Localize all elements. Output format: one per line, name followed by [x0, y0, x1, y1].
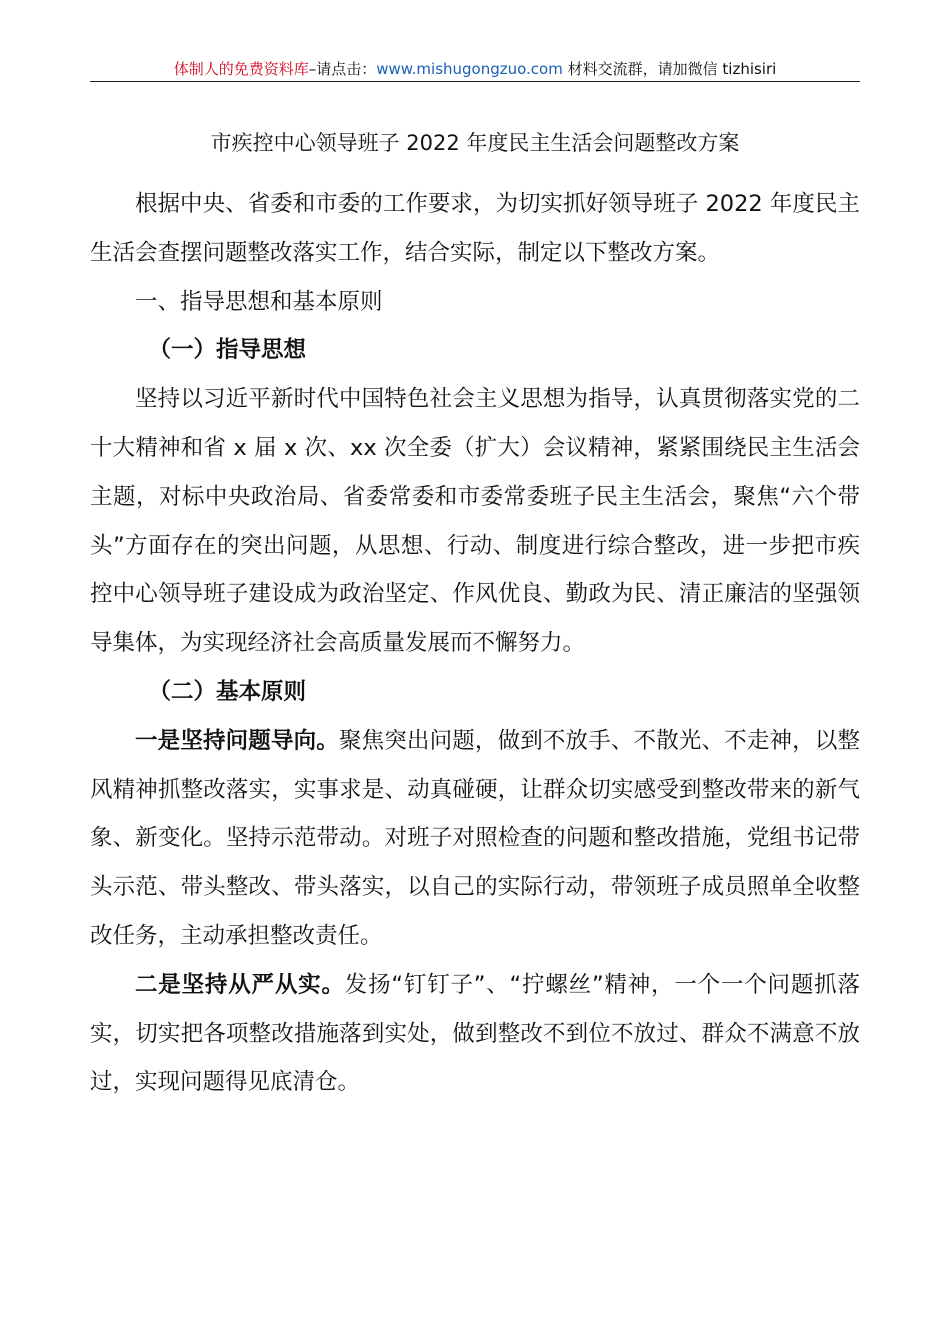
header-tail-text: 材料交流群，请加微信 tizhisiri: [562, 60, 777, 78]
intro-paragraph: 根据中央、省委和市委的工作要求，为切实抓好领导班子 2022 年度民主生活会查摆问题整改落实工作，结合实际，制定以下整改方案。: [90, 191, 860, 266]
principle-one-lead: 一是坚持问题导向。: [135, 727, 339, 754]
header-library-text: 体制人的免费资料库: [173, 60, 309, 78]
document-title: 市疾控中心领导班子 2022 年度民主生活会问题整改方案: [210, 131, 740, 155]
subsection-heading-guiding-thought: （一）指导思想: [148, 337, 307, 364]
principle-one-body: 聚焦突出问题，做到不放手、不散光、不走神，以整风精神抓整改落实，实事求是、动真碰硬，让群众切实感受到整改带来的新气象、新变化。坚持示范带动。对班子对照检查的问题和整改措施，党组书记带头示范、带头整改、带头落实，以自己的实际行动，带领班子成员照单全收整改任务，主动承担整改责任。: [90, 727, 860, 949]
header-url-link[interactable]: www.mishugongzuo.com: [376, 60, 563, 78]
principle-two-paragraph: [90, 961, 860, 1107]
section-heading-guiding-principles: 一、指导思想和基本原则: [135, 288, 383, 315]
header-divider: [90, 81, 860, 82]
principle-two-body: 发扬“钉钉子”、“拧螺丝”精神，一个一个问题抓落实，切实把各项整改措施落到实处，做到整改不到位不放过、群众不满意不放过，实现问题得见底清仓。: [90, 971, 860, 1096]
principle-one-paragraph: [90, 717, 860, 961]
guiding-thought-paragraph: 坚持以习近平新时代中国特色社会主义思想为指导，认真贯彻落实党的二十大精神和省 x 届 x 次、xx 次全委（扩大）会议精神，紧紧围绕民主生活会主题，对标中央政治局、省委常委和市委常委班子民主生活会，聚焦“六个带头”方面存在的突出问题，从思想、行动、制度进行综合整改，进一步把市疾控中心领导班子建设成为政治坚定、作风优良、勤政为民、清正廉洁的坚强领导集体，为实现经济社会高质量发展而不懈努力。: [90, 386, 860, 657]
watermark-header: [90, 58, 860, 80]
header-separator-text: –请点击：: [308, 60, 377, 78]
subsection-heading-basic-principles: （二）基本原则: [148, 678, 307, 705]
document-body: [90, 180, 860, 1107]
principle-two-lead: 二是坚持从严从实。: [135, 971, 345, 998]
